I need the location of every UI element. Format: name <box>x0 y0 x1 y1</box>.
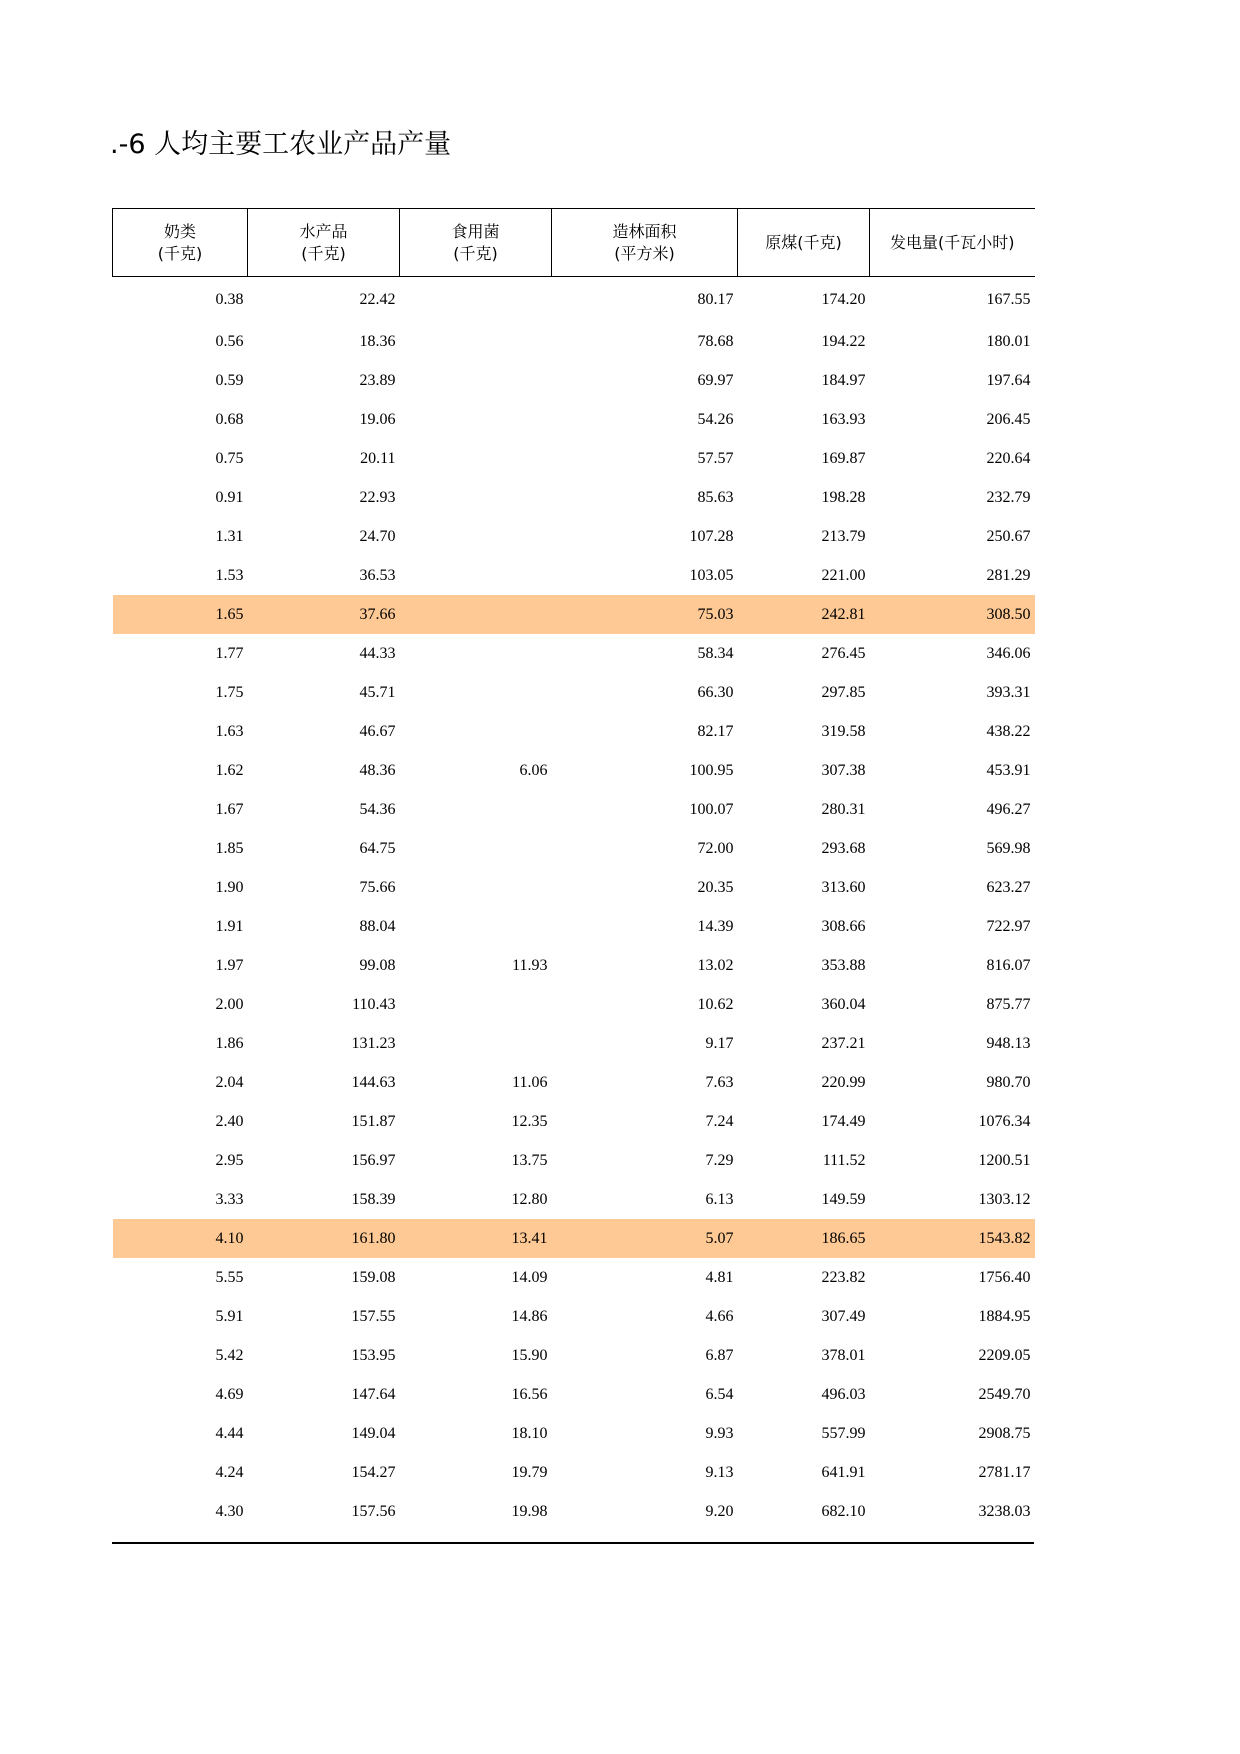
table-row <box>113 1297 1035 1336</box>
table-cell: 6.87 <box>705 1346 734 1364</box>
table-cell: 3.33 <box>215 1190 244 1208</box>
table-cell: 11.93 <box>512 956 548 974</box>
table-row <box>113 322 1035 361</box>
table-cell: 319.58 <box>821 722 866 740</box>
table-row <box>113 751 1035 790</box>
table-cell: 69.97 <box>697 371 734 389</box>
table-cell <box>400 277 552 323</box>
table-cell: 0.38 <box>215 290 244 308</box>
table-cell: 308.50 <box>870 595 1035 634</box>
table-cell: 9.93 <box>705 1424 734 1442</box>
table-row <box>113 946 1035 985</box>
table-cell: 280.31 <box>821 800 866 818</box>
table-cell: 20.35 <box>697 878 734 896</box>
header-electricity: 发电量(千瓦小时) <box>870 209 1035 277</box>
table-cell: 46.67 <box>359 722 396 740</box>
table-cell <box>400 556 552 595</box>
table-cell <box>400 517 552 556</box>
table-cell: 54.36 <box>359 800 396 818</box>
table-row <box>113 1141 1035 1180</box>
header-milk: 奶类 (千克) <box>113 209 248 277</box>
table-cell: 250.67 <box>986 527 1031 545</box>
table-cell: 1.63 <box>215 722 244 740</box>
table-cell: 12.80 <box>511 1190 548 1208</box>
header-row <box>113 209 1035 277</box>
table-row <box>113 556 1035 595</box>
table-cell: 308.66 <box>821 917 866 935</box>
table-cell: 1.85 <box>215 839 244 857</box>
table-cell: 198.28 <box>821 488 866 506</box>
table-cell: 159.08 <box>351 1268 396 1286</box>
table-cell: 7.29 <box>705 1151 734 1169</box>
table-cell: 313.60 <box>821 878 866 896</box>
table-cell: 14.39 <box>697 917 734 935</box>
table-cell: 4.66 <box>705 1307 734 1325</box>
table-cell: 0.75 <box>215 449 244 467</box>
table-cell <box>400 361 552 400</box>
table-cell: 2908.75 <box>978 1424 1031 1442</box>
header-fungi: 食用菌 (千克) <box>400 209 552 277</box>
table-cell: 23.89 <box>359 371 396 389</box>
table-row <box>113 985 1035 1024</box>
table-row <box>113 1180 1035 1219</box>
table-cell: 1.90 <box>215 878 244 896</box>
table-row <box>113 1258 1035 1297</box>
table-cell: 6.06 <box>519 761 548 779</box>
table-cell: 24.70 <box>359 527 396 545</box>
table-cell <box>400 1024 552 1063</box>
table-cell: 82.17 <box>697 722 734 740</box>
table-cell: 1756.40 <box>978 1268 1031 1286</box>
table-cell: 1884.95 <box>978 1307 1031 1325</box>
table-cell: 66.30 <box>697 683 734 701</box>
table-cell: 4.69 <box>215 1385 244 1403</box>
table-cell: 0.56 <box>215 332 244 350</box>
table-cell: 242.81 <box>738 595 870 634</box>
table-row <box>113 634 1035 673</box>
table-cell: 2209.05 <box>978 1346 1031 1364</box>
table-cell: 161.80 <box>248 1219 400 1258</box>
table-row <box>113 400 1035 439</box>
table-body <box>113 277 1035 1532</box>
table-cell: 167.55 <box>986 290 1031 308</box>
table-cell: 19.98 <box>511 1502 548 1520</box>
table-cell: 1076.34 <box>978 1112 1031 1130</box>
table-cell: 157.55 <box>351 1307 396 1325</box>
table-cell: 557.99 <box>821 1424 866 1442</box>
table-cell: 0.91 <box>215 488 244 506</box>
table-cell: 623.27 <box>986 878 1031 896</box>
table-row <box>113 439 1035 478</box>
table-cell: 80.17 <box>697 290 734 308</box>
table-cell: 4.30 <box>215 1502 244 1520</box>
table-cell: 221.00 <box>821 566 866 584</box>
table-cell: 293.68 <box>821 839 866 857</box>
table-cell: 54.26 <box>697 410 734 428</box>
table-cell: 197.64 <box>986 371 1031 389</box>
table-cell: 4.24 <box>215 1463 244 1481</box>
table-row <box>113 907 1035 946</box>
table-cell: 180.01 <box>986 332 1031 350</box>
table-cell: 36.53 <box>359 566 396 584</box>
table-cell: 10.62 <box>697 995 734 1013</box>
table-cell: 37.66 <box>248 595 400 634</box>
table-row <box>113 1024 1035 1063</box>
table-cell <box>400 634 552 673</box>
table-cell: 5.42 <box>215 1346 244 1364</box>
table-cell <box>400 829 552 868</box>
table-cell: 156.97 <box>351 1151 396 1169</box>
table-cell: 107.28 <box>689 527 734 545</box>
table-cell: 2549.70 <box>978 1385 1031 1403</box>
table-cell: 18.10 <box>511 1424 548 1442</box>
table-cell: 4.10 <box>113 1219 248 1258</box>
table-cell: 682.10 <box>821 1502 866 1520</box>
table-cell: 353.88 <box>821 956 866 974</box>
table-cell: 980.70 <box>986 1073 1031 1091</box>
table-cell <box>400 322 552 361</box>
table-cell: 44.33 <box>359 644 396 662</box>
table-cell: 58.34 <box>697 644 734 662</box>
table-cell: 157.56 <box>351 1502 396 1520</box>
table-cell <box>400 673 552 712</box>
table-cell: 223.82 <box>821 1268 866 1286</box>
table-cell: 276.45 <box>821 644 866 662</box>
table-row <box>113 1375 1035 1414</box>
table-row <box>113 868 1035 907</box>
table-cell: 346.06 <box>986 644 1031 662</box>
table-cell: 64.75 <box>359 839 396 857</box>
table-cell: 78.68 <box>697 332 734 350</box>
table-cell: 154.27 <box>351 1463 396 1481</box>
table-cell: 4.81 <box>705 1268 734 1286</box>
table-cell: 722.97 <box>986 917 1031 935</box>
table-cell: 144.63 <box>351 1073 396 1091</box>
table-row <box>113 673 1035 712</box>
table-row <box>113 1102 1035 1141</box>
table-cell: 1303.12 <box>978 1190 1031 1208</box>
table-cell: 13.41 <box>400 1219 552 1258</box>
table-cell: 1.65 <box>113 595 248 634</box>
table-row <box>113 1414 1035 1453</box>
table-cell: 9.20 <box>705 1502 734 1520</box>
table-row <box>113 790 1035 829</box>
table-cell: 174.20 <box>821 290 866 308</box>
table-cell: 100.07 <box>689 800 734 818</box>
table-cell: 48.36 <box>359 761 396 779</box>
table-cell: 184.97 <box>821 371 866 389</box>
table-row <box>113 478 1035 517</box>
table-cell: 1.53 <box>215 566 244 584</box>
table-cell: 158.39 <box>351 1190 396 1208</box>
table-cell: 232.79 <box>986 488 1031 506</box>
table-cell: 85.63 <box>697 488 734 506</box>
table-cell: 816.07 <box>986 956 1031 974</box>
table-cell: 45.71 <box>359 683 396 701</box>
table-cell: 9.13 <box>705 1463 734 1481</box>
table-cell: 131.23 <box>351 1034 396 1052</box>
table-row <box>113 1219 1035 1258</box>
table-cell: 163.93 <box>821 410 866 428</box>
table-cell: 1.77 <box>215 644 244 662</box>
table-cell: 1.75 <box>215 683 244 701</box>
table-row <box>113 829 1035 868</box>
table-row <box>113 712 1035 751</box>
table-cell: 1.97 <box>215 956 244 974</box>
table-cell: 4.44 <box>215 1424 244 1442</box>
table-row <box>113 1492 1035 1531</box>
table-cell: 11.06 <box>512 1073 548 1091</box>
table-cell <box>400 400 552 439</box>
table-row <box>113 517 1035 556</box>
table-cell: 111.52 <box>822 1151 866 1169</box>
table-cell: 6.54 <box>705 1385 734 1403</box>
table-cell: 19.06 <box>359 410 396 428</box>
table-cell: 2.95 <box>215 1151 244 1169</box>
table-cell: 13.02 <box>697 956 734 974</box>
table-cell: 360.04 <box>821 995 866 1013</box>
table-cell: 5.91 <box>215 1307 244 1325</box>
table-cell: 875.77 <box>986 995 1031 1013</box>
table-cell <box>400 712 552 751</box>
table-cell: 1543.82 <box>870 1219 1035 1258</box>
table-cell <box>400 985 552 1024</box>
table-cell: 16.56 <box>511 1385 548 1403</box>
table-cell: 174.49 <box>821 1112 866 1130</box>
table-cell: 2781.17 <box>978 1463 1031 1481</box>
header-aquatic: 水产品 (千克) <box>248 209 400 277</box>
table-cell: 151.87 <box>351 1112 396 1130</box>
table-cell: 206.45 <box>986 410 1031 428</box>
table-cell: 496.27 <box>986 800 1031 818</box>
table-cell: 1.31 <box>215 527 244 545</box>
table-cell: 12.35 <box>511 1112 548 1130</box>
table-cell: 237.21 <box>821 1034 866 1052</box>
table-cell: 6.13 <box>705 1190 734 1208</box>
table-cell: 1.62 <box>215 761 244 779</box>
table-cell: 18.36 <box>359 332 396 350</box>
table-cell: 88.04 <box>359 917 396 935</box>
table-cell: 5.07 <box>552 1219 738 1258</box>
table-cell: 307.38 <box>821 761 866 779</box>
table-row <box>113 361 1035 400</box>
table-cell: 149.59 <box>821 1190 866 1208</box>
table-cell: 149.04 <box>351 1424 396 1442</box>
table-cell: 1.91 <box>215 917 244 935</box>
table-cell: 393.31 <box>986 683 1031 701</box>
table-cell: 378.01 <box>821 1346 866 1364</box>
table-cell: 22.42 <box>359 290 396 308</box>
table-cell: 153.95 <box>351 1346 396 1364</box>
table-cell: 75.03 <box>552 595 738 634</box>
header-afforestation: 造林面积 (平方米) <box>552 209 738 277</box>
table-cell: 57.57 <box>697 449 734 467</box>
table-cell: 0.68 <box>215 410 244 428</box>
table-cell: 1200.51 <box>978 1151 1031 1169</box>
table-cell: 438.22 <box>986 722 1031 740</box>
table-row <box>113 1336 1035 1375</box>
table-cell: 147.64 <box>351 1385 396 1403</box>
table-cell: 100.95 <box>689 761 734 779</box>
table-cell: 19.79 <box>511 1463 548 1481</box>
table-cell: 297.85 <box>821 683 866 701</box>
table-cell: 194.22 <box>821 332 866 350</box>
table-cell: 641.91 <box>821 1463 866 1481</box>
table-cell: 103.05 <box>689 566 734 584</box>
table-cell <box>400 907 552 946</box>
table-cell: 7.63 <box>705 1073 734 1091</box>
bottom-rule <box>112 1542 1034 1544</box>
table-cell: 9.17 <box>705 1034 734 1052</box>
table-cell: 2.00 <box>215 995 244 1013</box>
data-table <box>112 208 1035 1531</box>
table-cell: 2.40 <box>215 1112 244 1130</box>
table-cell <box>400 439 552 478</box>
table-cell: 220.64 <box>986 449 1031 467</box>
table-cell: 1.67 <box>215 800 244 818</box>
table-cell: 307.49 <box>821 1307 866 1325</box>
table-cell <box>400 478 552 517</box>
table-cell: 220.99 <box>821 1073 866 1091</box>
table-cell <box>400 868 552 907</box>
table-cell: 213.79 <box>821 527 866 545</box>
table-cell: 1.86 <box>215 1034 244 1052</box>
table-cell: 75.66 <box>359 878 396 896</box>
table-cell: 281.29 <box>986 566 1031 584</box>
table-cell: 15.90 <box>511 1346 548 1364</box>
table-cell: 14.09 <box>511 1268 548 1286</box>
table-cell: 99.08 <box>359 956 396 974</box>
table-row <box>113 277 1035 323</box>
table-cell: 14.86 <box>511 1307 548 1325</box>
table-cell: 13.75 <box>511 1151 548 1169</box>
table-cell: 453.91 <box>986 761 1031 779</box>
table-cell: 496.03 <box>821 1385 866 1403</box>
header-coal: 原煤(千克) <box>738 209 870 277</box>
table-cell: 3238.03 <box>978 1502 1031 1520</box>
table-cell: 186.65 <box>738 1219 870 1258</box>
table-cell: 0.59 <box>215 371 244 389</box>
table-cell: 20.11 <box>360 449 396 467</box>
table-cell: 5.55 <box>215 1268 244 1286</box>
table-cell: 948.13 <box>986 1034 1031 1052</box>
table-row <box>113 1063 1035 1102</box>
table-cell: 22.93 <box>359 488 396 506</box>
table-cell: 72.00 <box>697 839 734 857</box>
table-cell: 2.04 <box>215 1073 244 1091</box>
table-row <box>113 595 1035 634</box>
table-cell: 569.98 <box>986 839 1031 857</box>
table-row <box>113 1453 1035 1492</box>
table-cell: 110.43 <box>352 995 396 1013</box>
table-header <box>113 209 1035 277</box>
table-cell: 7.24 <box>705 1112 734 1130</box>
table-cell <box>400 790 552 829</box>
table-cell <box>400 595 552 634</box>
table-cell: 169.87 <box>821 449 866 467</box>
page-title: .-6 人均主要工农业产品产量 <box>110 129 452 160</box>
